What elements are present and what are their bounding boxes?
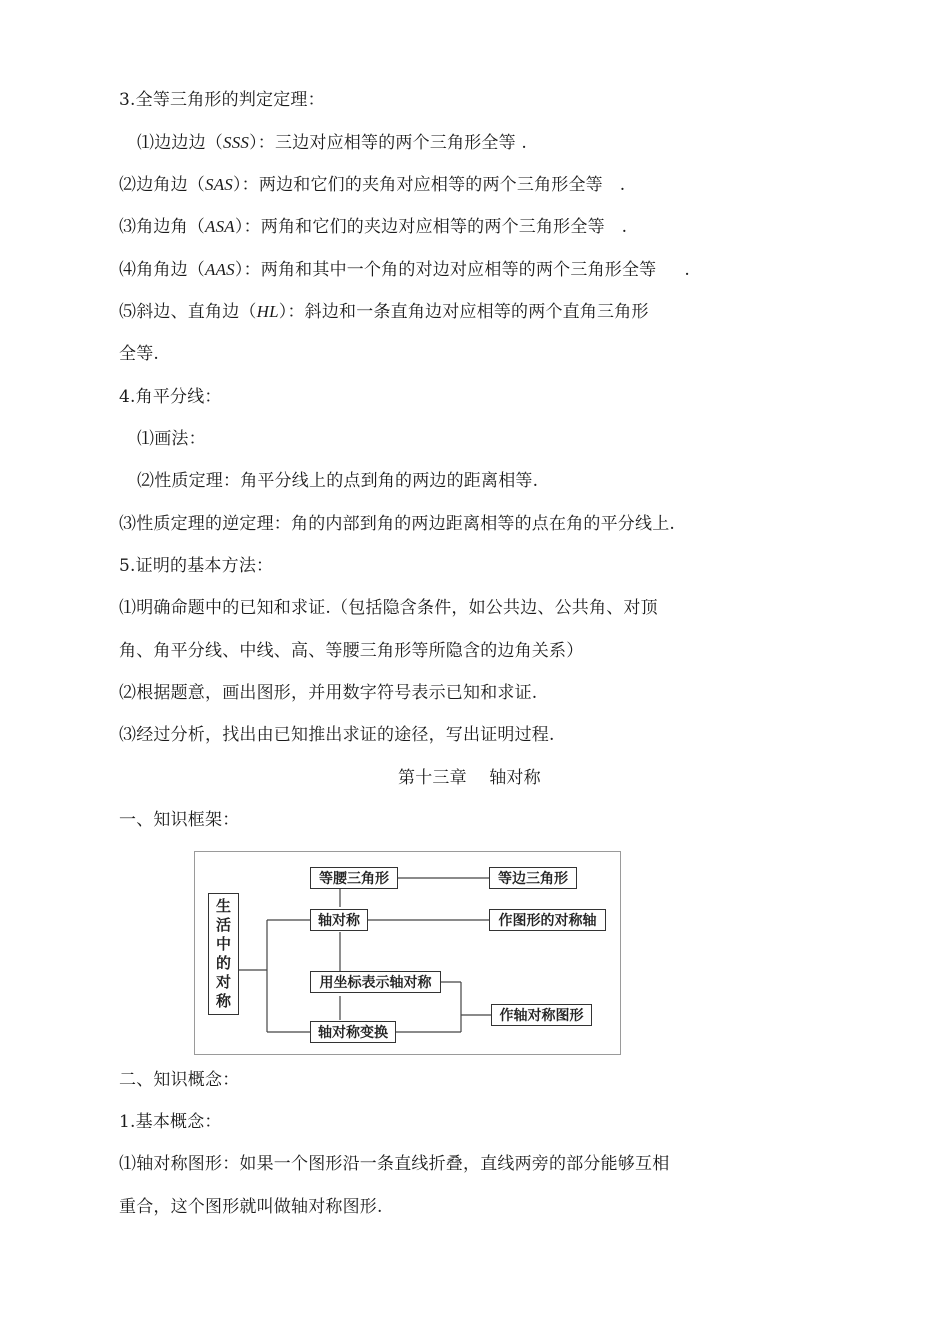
- line-proof-3: ⑶经过分析，找出由已知推出求证的途径，写出证明过程.: [119, 725, 555, 745]
- line-bisector-heading: 4.角平分线：: [119, 387, 222, 407]
- root-char: 对: [215, 973, 231, 991]
- sss-abbr: SSS: [223, 133, 250, 152]
- chapter-title: 第十三章 轴对称: [398, 768, 541, 788]
- root-char: 生: [215, 897, 231, 915]
- aas-abbr: AAS: [205, 260, 235, 279]
- knowledge-framework-diagram: [194, 851, 621, 1055]
- line-bisector-converse: ⑶性质定理的逆定理：角的内部到角的两边距离相等的点在角的平分线上.: [119, 514, 676, 534]
- draw-figure-box: 作轴对称图形: [491, 1004, 592, 1026]
- line-hl: [119, 301, 649, 323]
- line-bisector-method: ⑴画法：: [137, 429, 206, 449]
- asa-text: ）：两角和它们的夹边对应相等的两个三角形全等 .: [234, 217, 628, 237]
- line-proof-1: ⑴明确命题中的已知和求证.（包括隐含条件，如公共边、公共角、对顶: [119, 598, 658, 618]
- aas-prefix: ⑷角角边（: [119, 260, 205, 280]
- equilateral-box: 等边三角形: [489, 867, 577, 889]
- axial-box: 轴对称: [310, 909, 368, 931]
- line-asa: [119, 216, 627, 238]
- line-axial-figure-cont: 重合，这个图形就叫做轴对称图形.: [119, 1197, 383, 1217]
- line-bisector-property: ⑵性质定理：角平分线上的点到角的两边的距离相等.: [137, 471, 539, 491]
- root-box: [208, 893, 239, 1015]
- line-hl-cont: 全等.: [119, 344, 160, 364]
- line-sas: [119, 174, 625, 196]
- section-concepts: 二、知识概念：: [119, 1070, 240, 1090]
- coords-box: 用坐标表示轴对称: [310, 971, 441, 993]
- asa-abbr: ASA: [205, 217, 235, 236]
- isosceles-box: 等腰三角形: [310, 867, 398, 889]
- hl-prefix: ⑸斜边、直角边（: [119, 302, 257, 322]
- hl-text: ）：斜边和一条直角边对应相等的两个直角三角形: [278, 302, 649, 322]
- line-congruence-heading: 3.全等三角形的判定定理：: [119, 90, 325, 110]
- sas-abbr: SAS: [205, 175, 233, 194]
- line-aas: [119, 259, 690, 281]
- sss-prefix: ⑴边边边（: [137, 133, 223, 153]
- transform-box: 轴对称变换: [310, 1021, 396, 1043]
- asa-prefix: ⑶角边角（: [119, 217, 205, 237]
- aas-text: ）：两角和其中一个角的对边对应相等的两个三角形全等 .: [234, 260, 690, 280]
- sss-text: ）：三边对应相等的两个三角形全等 .: [249, 133, 528, 153]
- sas-text: ）：两边和它们的夹角对应相等的两个三角形全等 .: [232, 175, 626, 195]
- line-sss: [137, 132, 527, 154]
- section-framework: 一、知识框架：: [119, 810, 240, 830]
- root-char: 的: [215, 954, 231, 972]
- sas-prefix: ⑵边角边（: [119, 175, 205, 195]
- line-axial-figure: ⑴轴对称图形：如果一个图形沿一条直线折叠，直线两旁的部分能够互相: [119, 1154, 670, 1174]
- line-proof-heading: 5.证明的基本方法：: [119, 556, 274, 576]
- root-char: 中: [215, 935, 231, 953]
- draw-axis-box: 作图形的对称轴: [489, 909, 606, 931]
- line-proof-1-cont: 角、角平分线、中线、高、等腰三角形等所隐含的边角关系）: [119, 641, 584, 661]
- root-char: 活: [215, 916, 231, 934]
- line-basic-concepts: 1.基本概念：: [119, 1112, 222, 1132]
- line-proof-2: ⑵根据题意，画出图形，并用数字符号表示已知和求证.: [119, 683, 538, 703]
- hl-abbr: HL: [256, 302, 279, 321]
- root-char: 称: [215, 992, 231, 1010]
